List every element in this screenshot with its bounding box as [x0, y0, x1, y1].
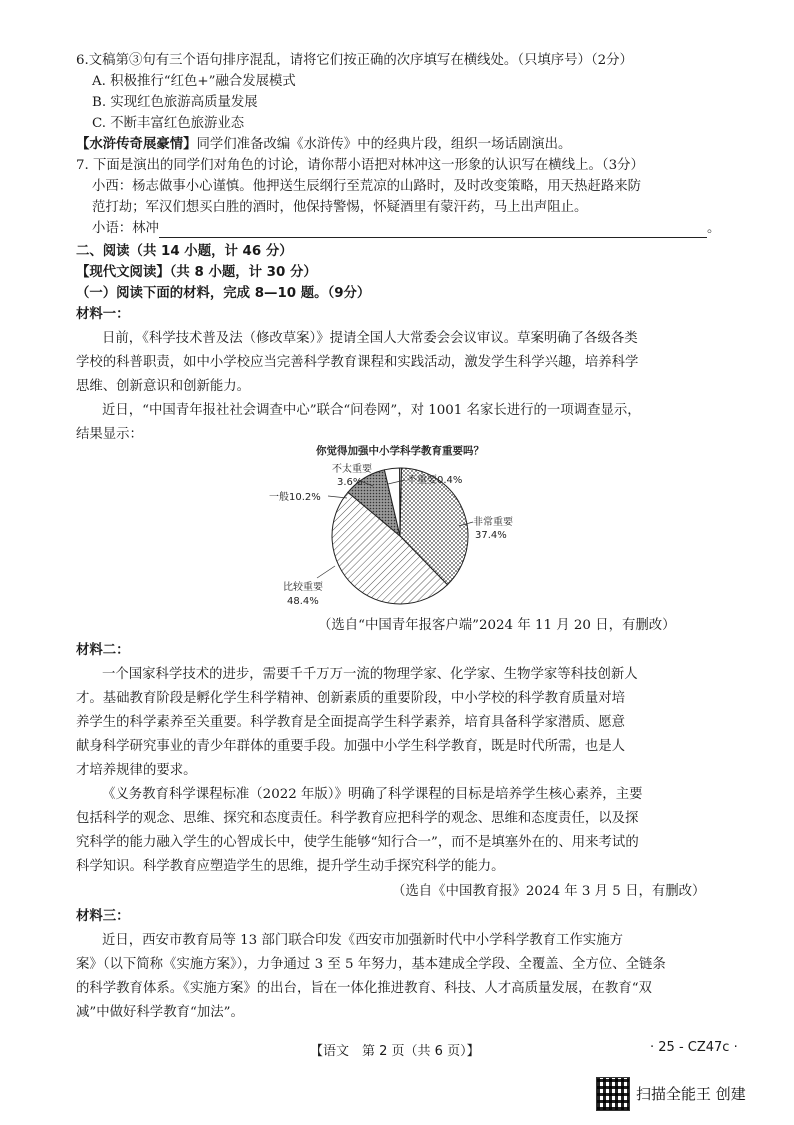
- material2-p2-line2: 包括科学的观念、思维、探究和态度责任。科学教育应把科学的观念、思维和态度责任，以及探: [76, 811, 639, 826]
- paper-code: · 25 - CZ47c ·: [650, 1040, 738, 1055]
- material1-p2-line2: 结果显示：: [76, 427, 143, 442]
- material2-p1-line5: 才培养规律的要求。: [76, 763, 197, 778]
- q7-xiaoyu-line: [92, 220, 720, 238]
- label-not-very-important: 不太重要: [332, 464, 372, 475]
- label-fairly-important: 比较重要: [283, 582, 323, 593]
- material1-p1-line1: 日前，《科学技术普及法（修改草案）》提请全国人大常委会会议审议。草案明确了各级各类: [102, 331, 638, 346]
- q7-end-mark: 。: [706, 221, 721, 236]
- q6-option-b: B. 实现红色旅游高质量发展: [92, 95, 258, 110]
- label-not-important: 不重要0.4%: [407, 475, 463, 486]
- pie-chart: [255, 438, 545, 613]
- page-footer: 【语文 第 2 页（共 6 页）】: [310, 1044, 480, 1059]
- q7-answer-blank[interactable]: [159, 223, 707, 238]
- qr-code-icon: [596, 1077, 630, 1111]
- shuihu-line: [76, 136, 571, 154]
- q7-stem: 7. 下面是演出的同学们对角色的讨论，请你帮小语把对林冲这一形象的认识写在横线上。（3分）: [76, 158, 644, 173]
- q7-xiaoyu-label: 小语：林冲: [92, 221, 159, 236]
- material1-source: （选自“中国青年报客户端”2024 年 11 月 20 日，有删改）: [318, 618, 676, 633]
- material3-p1-line1: 近日，西安市教育局等 13 部门联合印发《西安市加强新时代中小学科学教育工作实施方: [102, 933, 624, 948]
- value-fairly-important: 48.4%: [287, 596, 319, 607]
- modern-reading-text: （共 8 小题，计 30 分）: [169, 265, 317, 280]
- q6-option-a: A. 积极推行“红色+”融合发展模式: [92, 74, 296, 89]
- material1-title: 材料一：: [76, 307, 130, 322]
- q7-xiaoxi-line1: 小西：杨志做事小心谨慎。他押送生辰纲行至荒凉的山路时，及时改变策略，用天热赶路来防: [92, 179, 642, 194]
- material1-p2-line1: 近日，“中国青年报社社会调查中心”联合“问卷网”，对 1001 名家长进行的一项调查显示，: [102, 403, 641, 418]
- part1-instruction: （一）阅读下面的材料，完成 8—10 题。（9分）: [76, 286, 371, 301]
- scanner-watermark: 扫描全能王 创建: [636, 1085, 746, 1103]
- value-not-very-important: 3.6%: [337, 477, 363, 488]
- q6-option-c: C. 不断丰富红色旅游业态: [92, 116, 245, 131]
- material2-p2-line4: 科学知识。科学教育应塑造学生的思维，提升学生动手探究科学的能力。: [76, 859, 505, 874]
- q6-stem: 6.文稿第③句有三个语句排序混乱，请将它们按正确的次序填写在横线处。（只填序号）（2分）: [76, 53, 633, 68]
- modern-reading-tag: 【现代文阅读】: [76, 265, 170, 280]
- label-very-important: 非常重要: [473, 517, 513, 528]
- material2-p2-line1: 《义务教育科学课程标准（2022 年版）》明确了科学课程的目标是培养学生核心素养，主要: [102, 787, 643, 802]
- shuihu-text: 同学们准备改编《水浒传》中的经典片段，组织一场话剧演出。: [196, 137, 572, 152]
- material3-title: 材料三：: [76, 909, 130, 924]
- material3-p1-line2: 案》（以下简称《实施方案》），力争通过 3 至 5 年努力，基本建成全学段、全覆盖、全方位、全链条: [76, 957, 666, 972]
- material2-source: （选自《中国教育报》2024 年 3 月 5 日，有删改）: [392, 884, 706, 899]
- section2-title: 二、阅读（共 14 小题，计 46 分）: [76, 244, 293, 259]
- material2-title: 材料二：: [76, 643, 130, 658]
- modern-reading-line: [76, 264, 317, 282]
- material2-p1-line4: 献身科学研究事业的青少年群体的重要手段。加强中小学生科学教育，既是时代所需，也是人: [76, 739, 626, 754]
- material2-p2-line3: 究科学的能力融入学生的心智成长中，使学生能够“知行合一”，而不是填塞外在的、用来考试的: [76, 835, 639, 850]
- material1-p1-line3: 思维、创新意识和创新能力。: [76, 379, 251, 394]
- material2-p1-line2: 才。基础教育阶段是孵化学生科学精神、创新素质的重要阶段，中小学校的科学教育质量对培: [76, 691, 626, 706]
- q7-xiaoxi-line2: 范打劫；军汉们想买白胜的酒时，他保持警惕，怀疑酒里有蒙汗药，马上出声阻止。: [92, 200, 588, 215]
- material3-p1-line4: 减”中做好科学教育“加法”。: [76, 1005, 244, 1020]
- chart-title: 你觉得加强中小学科学教育重要吗？: [316, 445, 484, 457]
- material2-p1-line1: 一个国家科学技术的进步，需要千千万万一流的物理学家、化学家、生物学家等科技创新人: [102, 667, 638, 682]
- value-very-important: 37.4%: [475, 530, 507, 541]
- label-general: 一般10.2%: [269, 492, 321, 503]
- material3-p1-line3: 的科学教育体系。《实施方案》的出台，旨在一体化推进教育、科技、人才高质量发展，在教育“双: [76, 981, 652, 996]
- shuihu-tag: 【水浒传奇展豪情】: [76, 137, 197, 152]
- leader-fairly: [317, 566, 335, 578]
- material2-p1-line3: 养学生的科学素养至关重要。科学教育是全面提高学生科学素养，培育具备科学家潜质、愿意: [76, 715, 626, 730]
- material1-p1-line2: 学校的科普职责，如中小学校应当完善科学教育课程和实践活动，激发学生科学兴趣，培养科学: [76, 355, 639, 370]
